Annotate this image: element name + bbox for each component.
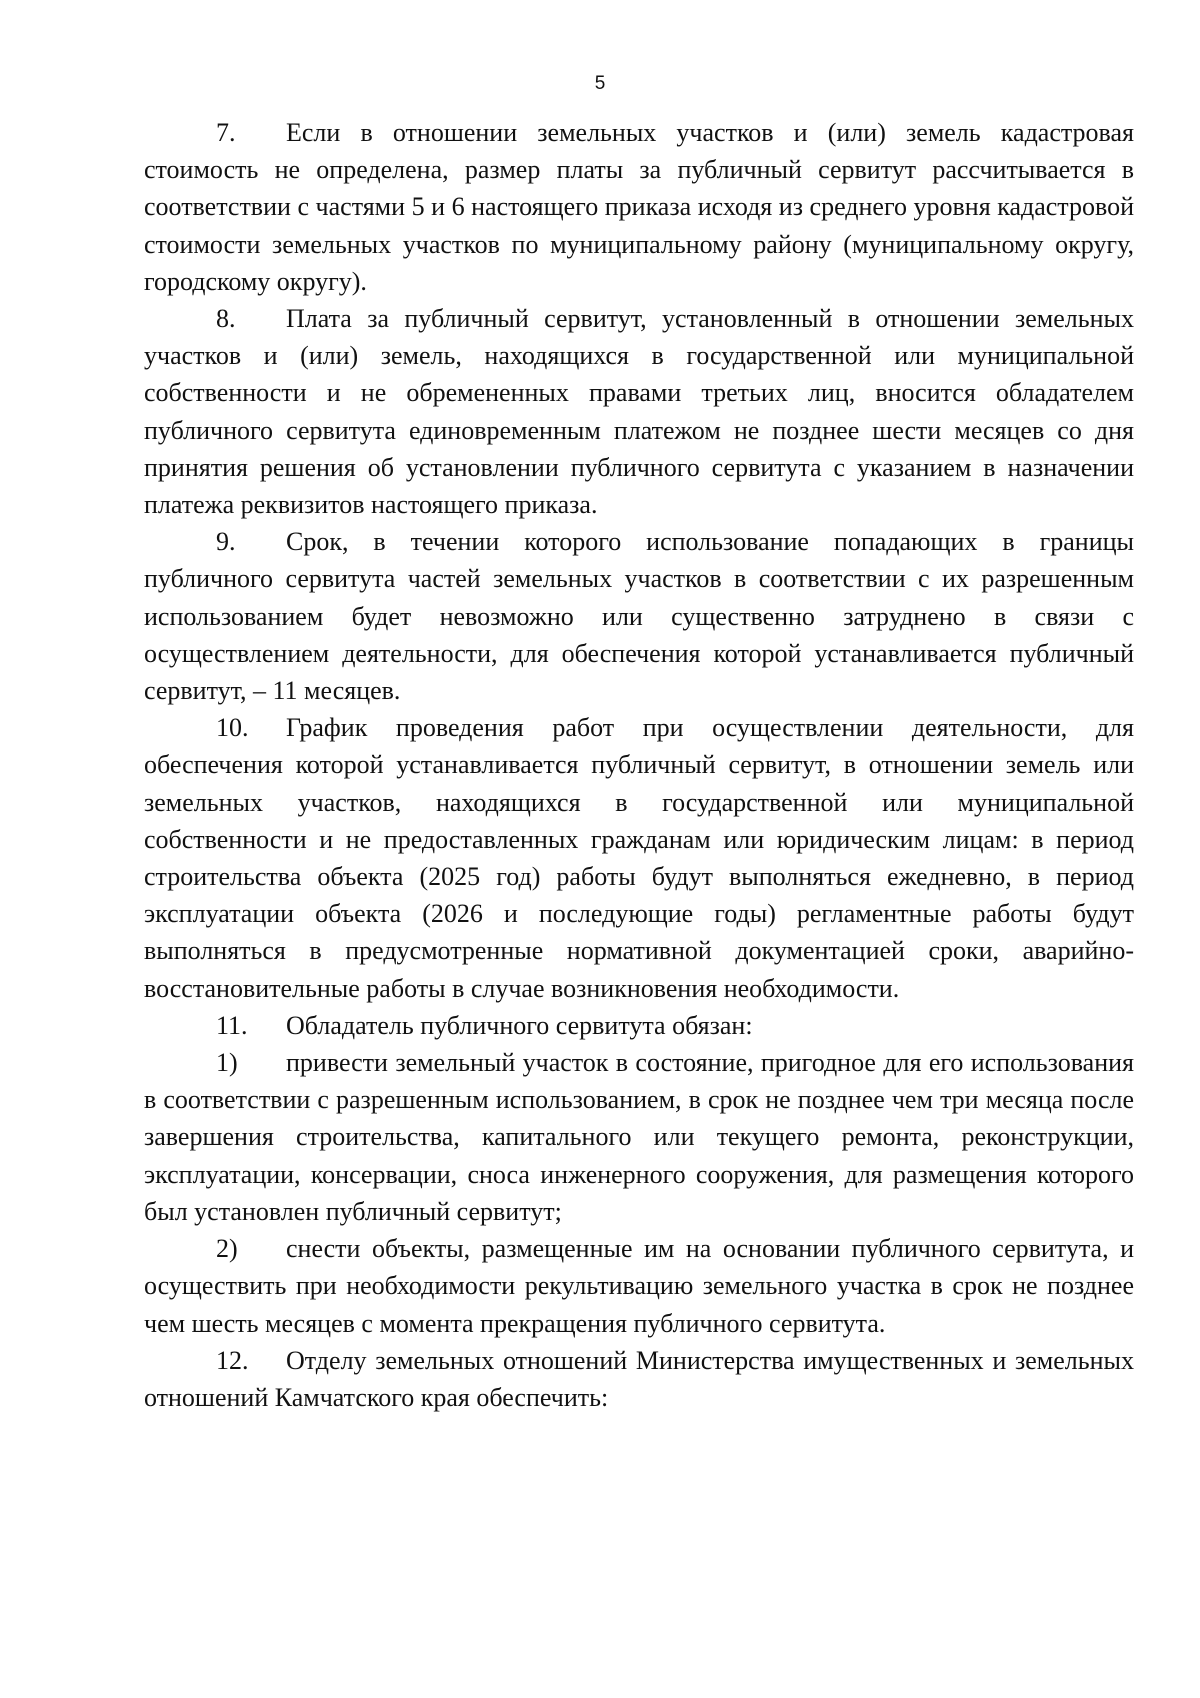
paragraph-text: График проведения работ при осуществлении деятельности, для обеспечения которой устанавливается публичный сервитут, в отношении земель или земельных участков, находящихся в государственной или муниципальной собственности и не предоставленных гражданам или юридическим лицам: в период строительства объекта (2025 год) работы будут выполняться ежедневно, в период эксплуатации объекта (2026 и последующие годы) регламентные работы будут выполняться в предусмотренные нормативной документацией сроки, аварийно-восстановительные работы в случае возникновения необходимости.	[144, 713, 1134, 1003]
paragraph-number: 11.	[216, 1010, 248, 1040]
paragraph-9	[144, 523, 1134, 709]
subitem-1	[144, 1044, 1134, 1230]
paragraph-number: 8.	[216, 304, 236, 334]
paragraph-number: 9.	[216, 527, 236, 557]
paragraph-12	[144, 1342, 1134, 1416]
paragraph-number: 10.	[216, 713, 249, 743]
paragraph-text: Обладатель публичного сервитута обязан:	[286, 1010, 753, 1040]
paragraph-number: 7.	[216, 118, 236, 147]
subitem-2	[144, 1230, 1134, 1342]
paragraph-11	[144, 1007, 1134, 1044]
paragraph-text: Если в отношении земельных участков и (или) земель кадастровая стоимость не определена, размер платы за публичный сервитут рассчитывается в соответствии с частями 5 и 6 настоящего приказа исходя из среднего уровня кадастровой стоимости земельных участков по муниципальному району (муниципальному округу, городскому округу).	[144, 118, 1134, 296]
subitem-number: 1)	[216, 1048, 238, 1078]
subitem-number: 2)	[216, 1234, 238, 1264]
document-body	[144, 114, 1134, 1416]
paragraph-8	[144, 300, 1134, 523]
paragraph-10	[144, 709, 1134, 1007]
paragraph-7	[144, 114, 1134, 300]
paragraph-text: Плата за публичный сервитут, установленный в отношении земельных участков и (или) земель, находящихся в государственной или муниципальной собственности и не обремененных правами третьих лиц, вносится обладателем публичного сервитута единовременным платежом не позднее шести месяцев со дня принятия решения об установлении публичного сервитута с указанием в назначении платежа реквизитов настоящего приказа.	[144, 304, 1134, 520]
paragraph-number: 12.	[216, 1345, 249, 1375]
page-number: 5	[594, 73, 606, 94]
subitem-text: снести объекты, размещенные им на основании публичного сервитута, и осуществить при необходимости рекультивацию земельного участка в срок не позднее чем шесть месяцев с момента прекращения публичного сервитута.	[144, 1234, 1134, 1338]
subitem-text: привести земельный участок в состояние, пригодное для его использования в соответствии с разрешенным использованием, в срок не позднее чем три месяца после завершения строительства, капитального или текущего ремонта, реконструкции, эксплуатации, консервации, сноса инженерного сооружения, для размещения которого был установлен публичный сервитут;	[144, 1048, 1134, 1226]
paragraph-text: Срок, в течении которого использование попадающих в границы публичного сервитута частей земельных участков в соответствии с их разрешенным использованием будет невозможно или существенно затруднено в связи с осуществлением деятельности, для обеспечения которой устанавливается публичный сервитут, – 11 месяцев.	[144, 527, 1134, 706]
paragraph-text: Отделу земельных отношений Министерства имущественных и земельных отношений Камчатского края обеспечить:	[144, 1345, 1134, 1412]
